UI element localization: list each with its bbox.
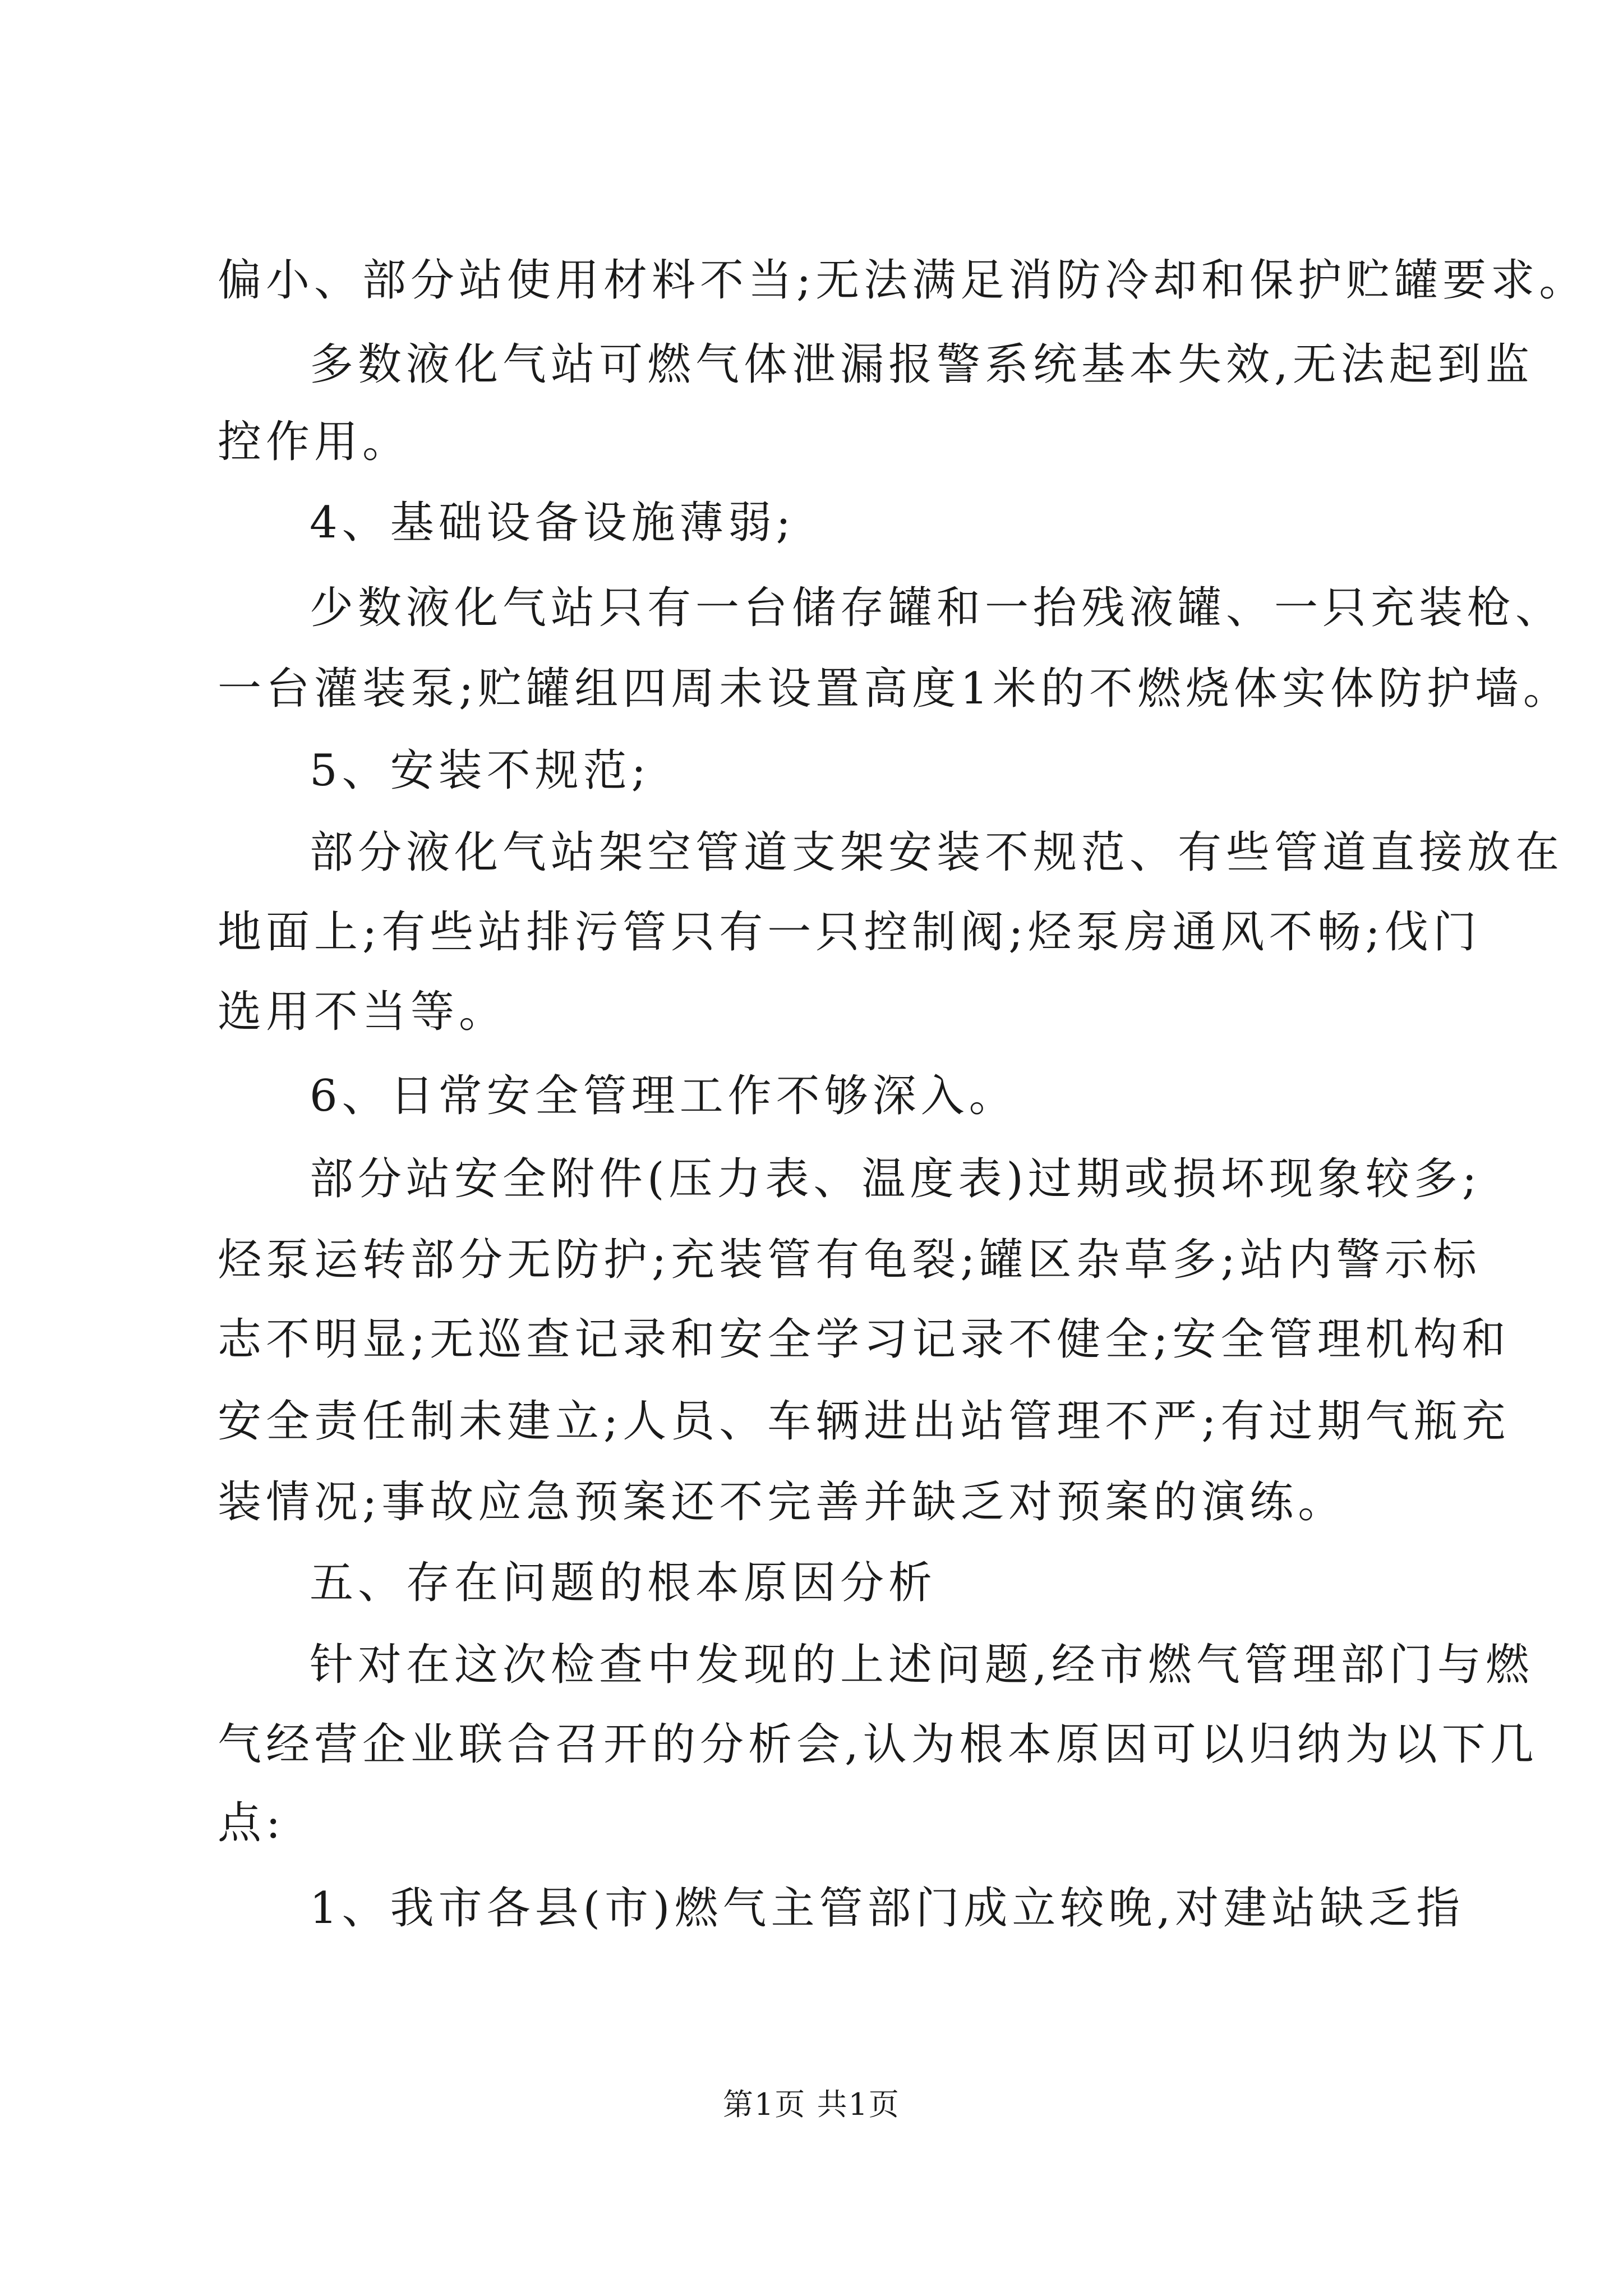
text-line-13: 烃泵运转部分无防护;充装管有龟裂;罐区杂草多;站内警示标: [218, 1235, 1481, 1285]
text-line-14: 志不明显;无巡查记录和安全学习记录不健全;安全管理机构和: [218, 1314, 1510, 1365]
text-line-18: 针对在这次检查中发现的上述问题,经市燃气管理部门与燃: [310, 1640, 1534, 1690]
section-heading: 五、存在问题的根本原因分析: [310, 1558, 937, 1608]
text-line-4: 4、基础设备设施薄弱;: [310, 498, 795, 548]
text-line-20: 点:: [218, 1798, 285, 1848]
text-line-6: 一台灌装泵;贮罐组四周未设置高度1米的不燃烧体实体防护墙。: [218, 664, 1571, 714]
text-line-1: 偏小、部分站使用材料不当;无法满足消防冷却和保护贮罐要求。: [218, 255, 1588, 306]
text-line-16: 装情况;事故应急预案还不完善并缺乏对预案的演练。: [218, 1477, 1347, 1527]
text-line-2: 多数液化气站可燃气体泄漏报警系统基本失效,无法起到监: [310, 339, 1534, 390]
text-line-11: 6、日常安全管理工作不够深入。: [310, 1071, 1017, 1121]
text-line-19: 气经营企业联合召开的分析会,认为根本原因可以归纳为以下几: [218, 1719, 1538, 1770]
text-line-8: 部分液化气站架空管道支架安装不规范、有些管道直接放在: [310, 827, 1564, 878]
text-line-7: 5、安装不规范;: [310, 746, 651, 796]
text-line-15: 安全责任制未建立;人员、车辆进出站管理不严;有过期气瓶充: [218, 1396, 1510, 1447]
text-line-5: 少数液化气站只有一台储存罐和一抬残液罐、一只充装枪、: [310, 583, 1564, 633]
text-line-3: 控作用。: [218, 417, 411, 467]
page-footer: 第1页 共1页: [723, 2087, 900, 2122]
text-line-21: 1、我市各县(市)燃气主管部门成立较晚,对建站缺乏指: [310, 1883, 1465, 1934]
text-line-12: 部分站安全附件(压力表、温度表)过期或损坏现象较多;: [310, 1154, 1482, 1204]
text-line-9: 地面上;有些站排污管只有一只控制阀;烃泵房通风不畅;伐门: [218, 907, 1481, 958]
text-line-10: 选用不当等。: [218, 987, 508, 1037]
